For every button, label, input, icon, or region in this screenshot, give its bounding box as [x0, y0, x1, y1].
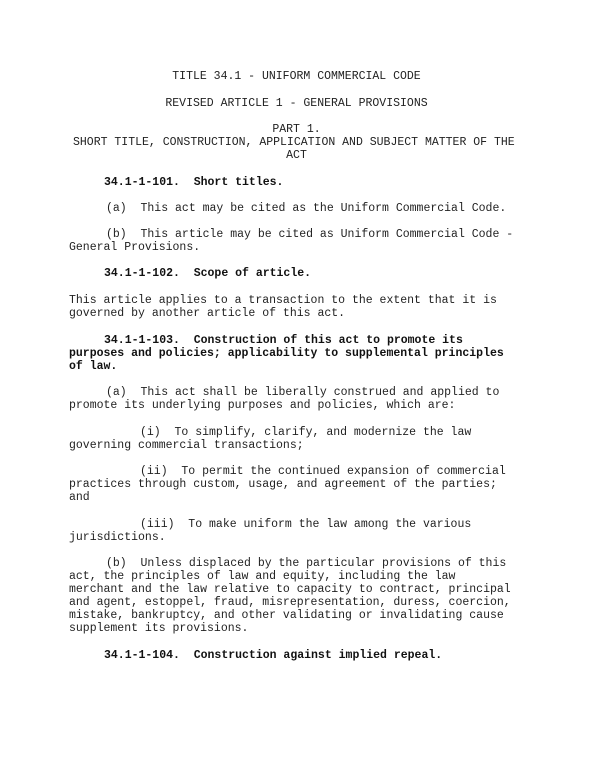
paragraph-103-a-ii-line2: practices through custom, usage, and agreement of the parties;: [69, 478, 497, 491]
paragraph-103-a-i-line2: governing commercial transactions;: [69, 439, 304, 452]
paragraph-103-a-i-line1: (i) To simplify, clarify, and modernize the law: [140, 426, 472, 439]
section-heading-103-line3: of law.: [69, 360, 118, 373]
paragraph-103-a-ii-line3: and: [69, 491, 90, 504]
paragraph-103-b-line4: and agent, estoppel, fraud, misrepresentation, duress, coercion,: [69, 596, 511, 609]
paragraph-101-a: (a) This act may be cited as the Uniform Commercial Code.: [106, 202, 507, 215]
section-heading-101: 34.1-1-101. Short titles.: [104, 176, 284, 189]
paragraph-103-b-line1: (b) Unless displaced by the particular provisions of this: [106, 557, 507, 570]
section-heading-104: 34.1-1-104. Construction against implied repeal.: [104, 649, 443, 662]
paragraph-103-b-line5: mistake, bankruptcy, and other validating or invalidating cause: [69, 609, 504, 622]
section-heading-103-line2: purposes and policies; applicability to supplemental principles: [69, 347, 504, 360]
paragraph-103-b-line2: act, the principles of law and equity, including the law: [69, 570, 456, 583]
paragraph-103-a-iii-line2: jurisdictions.: [69, 531, 166, 544]
title-line: TITLE 34.1 - UNIFORM COMMERCIAL CODE: [172, 70, 421, 83]
paragraph-102-line1: This article applies to a transaction to the extent that it is: [69, 294, 497, 307]
paragraph-101-b-line1: (b) This article may be cited as Uniform Commercial Code -: [106, 228, 514, 241]
article-line: REVISED ARTICLE 1 - GENERAL PROVISIONS: [165, 97, 428, 110]
paragraph-103-b-line3: merchant and the law relative to capacity to contract, principal: [69, 583, 511, 596]
part-line: PART 1.: [272, 123, 321, 136]
paragraph-102-line2: governed by another article of this act.: [69, 307, 346, 320]
section-heading-103-line1: 34.1-1-103. Construction of this act to promote its: [104, 334, 463, 347]
section-heading-102: 34.1-1-102. Scope of article.: [104, 267, 312, 280]
part-heading-line1: SHORT TITLE, CONSTRUCTION, APPLICATION AND SUBJECT MATTER OF THE: [73, 136, 515, 149]
paragraph-103-a-iii-line1: (iii) To make uniform the law among the various: [140, 518, 472, 531]
paragraph-103-a-line1: (a) This act shall be liberally construed and applied to: [106, 386, 500, 399]
paragraph-103-b-line6: supplement its provisions.: [69, 622, 249, 635]
paragraph-103-a-line2: promote its underlying purposes and policies, which are:: [69, 399, 456, 412]
paragraph-101-b-line2: General Provisions.: [69, 241, 201, 254]
part-heading-line2: ACT: [286, 149, 307, 162]
paragraph-103-a-ii-line1: (ii) To permit the continued expansion of commercial: [140, 465, 506, 478]
